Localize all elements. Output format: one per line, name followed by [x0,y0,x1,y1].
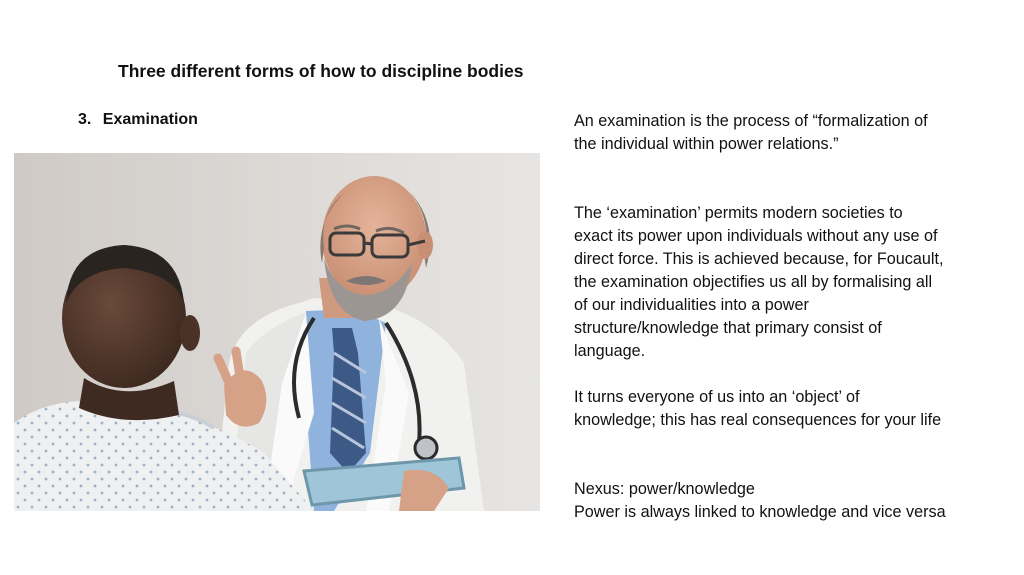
doctor-patient-photo [14,153,540,511]
section-number: 3. [78,111,92,128]
examination-definition: An examination is the process of “formalization of the individual within power relations.” [574,112,928,153]
object-of-knowledge: It turns everyone of us into an ‘object’ of knowledge; this has real consequences for your life [574,388,942,429]
nexus-line: Nexus: power/knowledge [574,480,755,498]
section-heading [78,111,198,129]
power-knowledge-line: Power is always linked to knowledge and vice versa [574,503,946,521]
examination-explanation: The ‘examination’ permits modern societies to exact its power upon individuals without any use of direct force. This is achieved because, for Foucault, the examination objectifies us all by formalising all of our individualities into a power structure/knowledge that primary consist of language. [574,204,944,360]
section-label: Examination [102,111,198,128]
explanation-text-column [574,110,1004,524]
slide-title: Three different forms of how to discipline bodies [118,61,524,81]
